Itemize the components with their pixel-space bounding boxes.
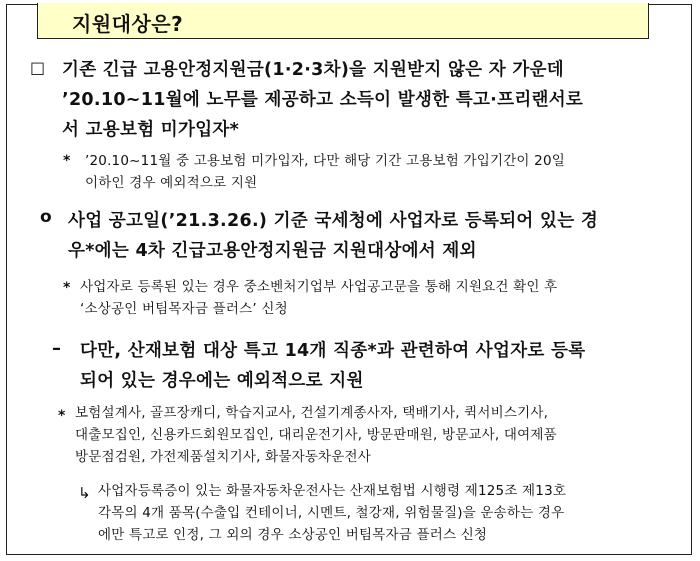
footnote-line: ‘소상공인 버팀목자금 플러스’ 신청 <box>80 301 288 317</box>
asterisk-marker: * <box>63 280 71 296</box>
exception-paragraph <box>80 336 585 396</box>
asterisk-marker: * <box>58 408 66 424</box>
footnote-line: 보험설계사, 골프장캐디, 학습지교사, 건설기계종사자, 택배기사, 퀵서비스기사, <box>75 405 549 421</box>
asterisk-marker: * <box>63 153 71 169</box>
footnote-line: 대출모집인, 신용카드회원모집인, 대리운전기사, 방문판매원, 방문교사, 대여제품 <box>75 427 557 443</box>
paragraph-line: 기존 긴급 고용안정지원금(1·2·3차)을 지원받지 않은 자 가운데 <box>62 60 564 80</box>
dash-bullet-icon: – <box>52 338 61 359</box>
eligibility-paragraph <box>62 55 583 145</box>
paragraph-line: 다만, 산재보험 대상 특고 14개 직종*과 관련하여 사업자로 등록 <box>80 341 586 361</box>
arrow-marker-icon: ↳ <box>78 484 91 502</box>
circle-bullet-icon: o <box>40 207 52 227</box>
paragraph-line: 서 고용보험 미가입자* <box>62 120 240 140</box>
paragraph-line: ’20.10~11월에 노무를 제공하고 소득이 발생한 특고·프리랜서로 <box>62 90 584 110</box>
footnote-line: 사업자로 등록된 있는 경우 중소벤처기업부 사업공고문을 통해 지원요건 확인 후 <box>80 279 558 295</box>
footnote-line: 각목의 4개 품목(수출입 컨테이너, 시멘트, 철강재, 위험물질)을 운송하는 경우 <box>98 505 565 521</box>
section-header <box>37 3 649 39</box>
footnote-occupation-list <box>75 402 557 468</box>
paragraph-line: 사업 공고일(’21.3.26.) 기준 국세청에 사업자로 등록되어 있는 경 <box>68 211 599 231</box>
footnote-business-registration <box>80 276 557 320</box>
section-title: 지원대상은? <box>72 12 184 36</box>
footnote-line: 이하인 경우 예외적으로 지원 <box>85 175 258 191</box>
footnote-line: 방문점검원, 가전제품설치기사, 화물자동차운전사 <box>75 449 372 465</box>
paragraph-line: 우*에는 4차 긴급고용안정지원금 지원대상에서 제외 <box>68 241 477 261</box>
exclusion-paragraph <box>68 206 598 266</box>
square-bullet-icon: □ <box>30 58 46 77</box>
footnote-insured-period <box>85 150 565 194</box>
footnote-truck-driver <box>98 480 566 546</box>
paragraph-line: 되어 있는 경우에는 예외적으로 지원 <box>80 371 364 391</box>
footnote-line: 사업자등록증이 있는 화물자동차운전사는 산재보험법 시행령 제125조 제13호 <box>98 483 567 499</box>
footnote-line: 에만 특고로 인정, 그 외의 경우 소상공인 버팀목자금 플러스 신청 <box>98 527 488 543</box>
footnote-line: ’20.10~11월 중 고용보험 미가입자, 다만 해당 기간 고용보험 가입기간이 20일 <box>85 153 565 169</box>
